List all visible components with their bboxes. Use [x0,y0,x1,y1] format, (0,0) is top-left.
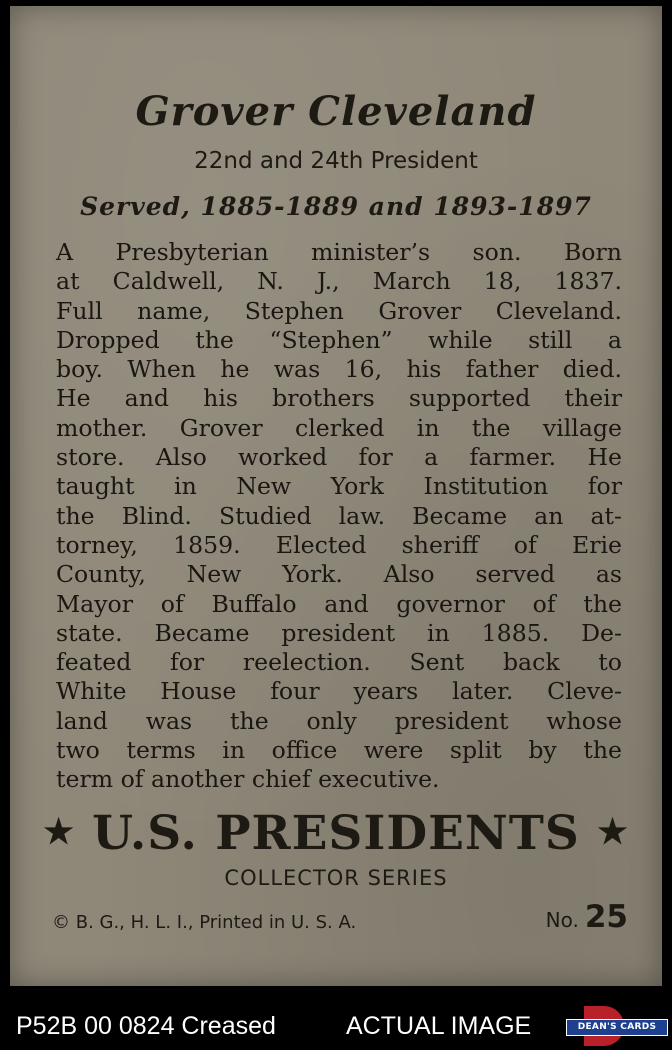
served-years: Served, 1885-1889 and 1893-1897 [80,192,592,221]
actual-image-label: ACTUAL IMAGE [346,1012,532,1040]
bio-line: County, New York. Also served as [56,560,622,589]
listing-footer [0,1004,672,1050]
bio-line: boy. When he was 16, his father died. [56,355,622,384]
biography [56,238,622,795]
star-icon: ★ [597,812,629,852]
bio-line: White House four years later. Cleve- [56,677,622,706]
card-number [546,899,628,935]
bio-line: state. Became president in 1885. De- [56,618,622,647]
item-code: P52B 00 0824 Creased [16,1012,276,1040]
bio-line: the Blind. Studied law. Became an at- [56,501,622,530]
bio-line: Dropped the “Stephen” while still a [56,325,622,354]
bio-line: He and his brothers supported their [56,384,622,413]
bio-line: Full name, Stephen Grover Cleveland. [56,296,622,325]
bio-line: two terms in office were split by the [56,736,622,765]
office-title: 22nd and 24th President [194,148,478,174]
president-name: Grover Cleveland [135,88,537,135]
bio-line: A Presbyterian minister’s son. Born [56,238,622,266]
bio-line: Mayor of Buffalo and governor of the [56,589,622,618]
card-back [10,6,662,986]
bio-line: torney, 1859. Elected sheriff of Erie [56,530,622,559]
deans-cards-logo [566,1006,666,1046]
bio-line: at Caldwell, N. J., March 18, 1837. [56,267,622,296]
series-title [10,806,662,861]
series-title-text: U.S. PRESIDENTS [92,806,580,861]
bio-line: store. Also worked for a farmer. He [56,443,622,472]
bio-line: feated for reelection. Sent back to [56,648,622,677]
bio-line: land was the only president whose [56,706,622,735]
card-number-label: No. [545,908,579,932]
copyright-notice: © B. G., H. L. I., Printed in U. S. A. [52,912,357,933]
bio-line: term of another chief executive. [56,765,440,794]
bio-line: mother. Grover clerked in the village [56,413,622,442]
logo-text: DEAN'S CARDS [566,1019,668,1036]
star-icon: ★ [43,812,75,852]
card-number-value: 25 [584,899,628,935]
bio-line: taught in New York Institution for [56,472,622,501]
series-subtitle: COLLECTOR SERIES [224,866,448,890]
